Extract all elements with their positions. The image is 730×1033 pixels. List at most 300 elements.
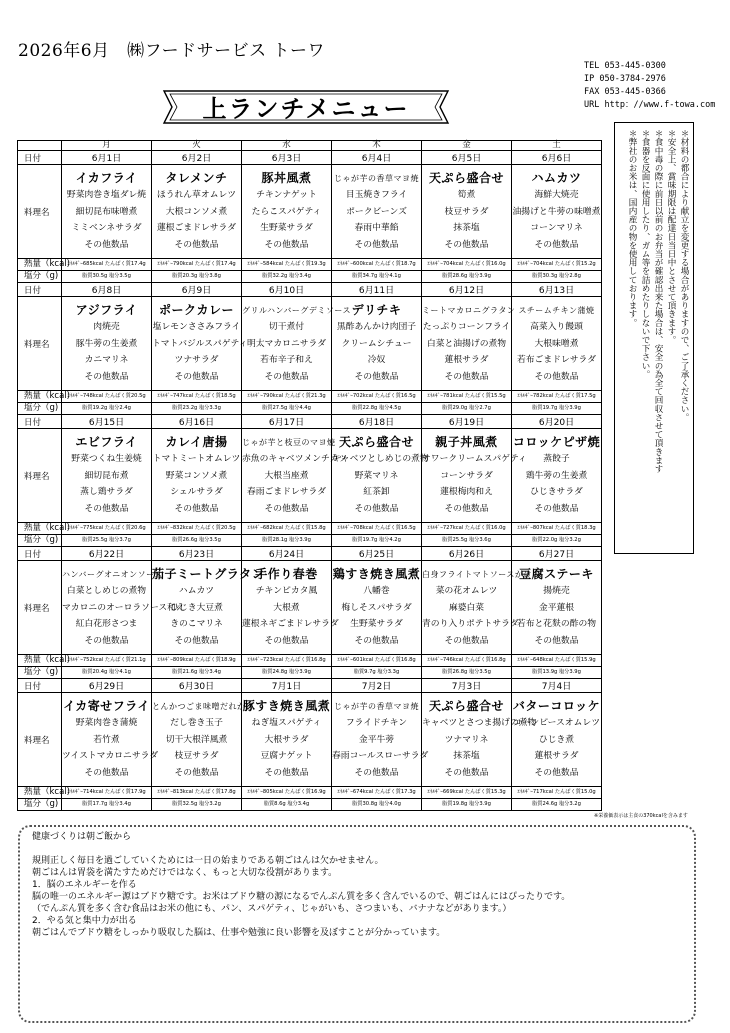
salt-cell: 脂質13.9g 塩分3.9g — [512, 667, 602, 679]
side-dish: 野菜つくね生姜焼 — [71, 454, 142, 464]
side-dish: その他数品 — [264, 239, 309, 250]
salt-cell: 脂質19.7g 塩分3.9g — [512, 403, 602, 415]
date-cell: 6月9日 — [152, 283, 242, 297]
salt-cell: 脂質24.6g 塩分3.2g — [512, 799, 602, 811]
menu-cell — [332, 561, 422, 655]
calorie-cell: ｴﾈﾙｷﾞｰ682kcal たんぱく質15.8g — [242, 523, 332, 535]
side-dish: 若布と花麩の酢の物 — [516, 619, 597, 629]
notice-line: ＊安全上、賞味期限は配達日当日中とさせて頂きます。 — [666, 129, 676, 344]
menu-cell — [62, 297, 152, 391]
notice-box — [614, 122, 694, 554]
side-dish: ねぎ塩スパゲティ — [251, 718, 322, 728]
date-cell: 6月5日 — [422, 151, 512, 165]
side-dish: 大根煮 — [273, 602, 300, 613]
salt-cell: 脂質30.3g 塩分2.8g — [512, 271, 602, 283]
main-dish: グリルハンバーグデミソース — [242, 306, 351, 315]
health-title: 健康づくりは朝ご飯から — [32, 832, 132, 842]
side-dish: その他数品 — [174, 371, 219, 382]
salt-cell: 脂質26.6g 塩分3.5g — [152, 535, 242, 547]
side-dish: その他数品 — [444, 767, 489, 778]
menu-row — [18, 297, 602, 391]
main-dish: イカ寄せフライ — [63, 699, 150, 713]
calorie-cell: ｴﾈﾙｷﾞｰ584kcal たんぱく質19.3g — [242, 259, 332, 271]
side-dish: その他数品 — [444, 371, 489, 382]
main-dish: デリチキ — [351, 303, 402, 317]
side-dish: 目玉焼きフライ — [345, 190, 408, 200]
salt-row — [18, 403, 602, 415]
side-dish: その他数品 — [534, 239, 579, 250]
date-cell: 7月4日 — [512, 679, 602, 693]
salt-cell: 脂質32.5g 塩分3.2g — [152, 799, 242, 811]
health-line: 規則正しく毎日を過ごしていくためには一日の始まりである朝ごはんは欠かせません。 — [32, 856, 384, 866]
menu-cell — [512, 693, 602, 787]
side-dish: トマトミートオムレツ — [152, 454, 241, 464]
date-label: 日付 — [18, 151, 62, 165]
side-dish: 野菜肉巻き塩ダレ焼 — [66, 190, 147, 200]
menu-label: 料理名 — [18, 297, 62, 391]
main-dish: じゃが芋の香草マヨ焼 — [334, 174, 419, 183]
menu-banner — [156, 85, 456, 129]
date-cell: 6月18日 — [332, 415, 422, 429]
side-dish: キャベツとしめじの煮物 — [332, 454, 429, 464]
date-cell: 6月3日 — [242, 151, 332, 165]
main-dish: 天ぷら盛合せ — [338, 435, 414, 449]
side-dish: 春雨コールスローサラダ — [332, 751, 429, 761]
calorie-cell: ｴﾈﾙｷﾞｰ775kcal たんぱく質20.6g — [62, 523, 152, 535]
side-dish: 高菜入り饅頭 — [530, 322, 583, 332]
salt-cell: 脂質22.0g 塩分3.2g — [512, 535, 602, 547]
calorie-cell: ｴﾈﾙｷﾞｰ727kcal たんぱく質16.0g — [422, 523, 512, 535]
calorie-cell: ｴﾈﾙｷﾞｰ805kcal たんぱく質16.9g — [242, 787, 332, 799]
main-dish: ミートマカロニグラタン — [422, 306, 516, 315]
side-dish: 蒸し鶏サラダ — [80, 487, 133, 497]
side-dish: その他数品 — [534, 767, 579, 778]
side-dish: 若布ごまドレサラダ — [516, 355, 597, 365]
date-cell: 6月13日 — [512, 283, 602, 297]
side-dish: 海鮮大焼売 — [534, 190, 579, 200]
side-dish: 細切昆布味噌煮 — [75, 206, 138, 217]
calorie-cell: ｴﾈﾙｷﾞｰ747kcal たんぱく質18.5g — [152, 391, 242, 403]
menu-cell — [332, 693, 429, 787]
side-dish: 白菜と油揚げの煮物 — [426, 338, 507, 349]
side-dish: 豚牛蒡の生姜煮 — [75, 338, 138, 349]
menu-cell — [152, 693, 254, 787]
calorie-cell: ｴﾈﾙｷﾞｰ746kcal たんぱく質16.8g — [422, 655, 512, 667]
side-dish: きのこマリネ — [170, 619, 223, 629]
main-dish: とんかつごま味噌だれかけ — [152, 702, 254, 711]
side-dish: だし巻き玉子 — [170, 718, 223, 728]
date-label: 日付 — [18, 547, 62, 561]
salt-cell: 脂質32.2g 塩分3.4g — [242, 271, 332, 283]
weekday-header: 土 — [512, 141, 602, 151]
side-dish: サワークリームスパゲティ — [422, 454, 527, 464]
banner-title: 上ランチメニュー — [202, 95, 410, 123]
side-dish: 肉焼売 — [93, 322, 120, 332]
menu-cell — [512, 429, 602, 523]
salt-label: 塩分（g) — [18, 799, 62, 811]
side-dish: コーンマリネ — [530, 223, 583, 233]
side-dish: ひじき大豆煮 — [170, 602, 223, 613]
menu-cell — [422, 165, 512, 259]
side-dish: その他数品 — [84, 635, 129, 646]
date-cell: 6月8日 — [62, 283, 152, 297]
side-dish: ハムカツ — [178, 586, 215, 596]
salt-cell: 脂質28.1g 塩分3.9g — [242, 535, 332, 547]
main-dish: カレイ唐揚 — [165, 435, 228, 449]
salt-label: 塩分（g) — [18, 271, 62, 283]
date-cell: 6月6日 — [512, 151, 602, 165]
salt-cell: 脂質19.8g 塩分3.9g — [422, 799, 512, 811]
calorie-label: 熱量（kcal) — [18, 391, 62, 403]
salt-cell: 脂質21.6g 塩分3.4g — [152, 667, 242, 679]
menu-cell — [332, 429, 429, 523]
main-dish: エビフライ — [75, 435, 138, 449]
calorie-row — [18, 391, 602, 403]
main-dish: 天ぷら盛合せ — [428, 171, 504, 185]
website-url: URL http：//www.f-towa.com — [584, 100, 716, 110]
side-dish: トマトバジルスパゲティ — [152, 338, 248, 349]
salt-label: 塩分（g) — [18, 403, 62, 415]
calorie-cell: ｴﾈﾙｷﾞｰ781kcal たんぱく質15.5g — [422, 391, 512, 403]
fax-number: FAX 053-445-0366 — [584, 87, 666, 97]
menu-cell — [422, 561, 532, 655]
main-dish: イカフライ — [75, 171, 138, 185]
calorie-cell: ｴﾈﾙｷﾞｰ790kcal たんぱく質21.3g — [242, 391, 332, 403]
side-dish: ツイストマカロニサラダ — [62, 751, 159, 761]
side-dish: 黒酢あんかけ肉団子 — [336, 322, 417, 332]
side-dish: 生野菜サラダ — [260, 223, 313, 233]
health-line: 脳の唯一のエネルギー源はブドウ糖です。お米はブドウ糖の源になるでんぷん質を多く含んでいるので、朝ごはんにはぴったりです。 — [32, 892, 571, 902]
calorie-cell: ｴﾈﾙｷﾞｰ600kcal たんぱく質18.7g — [332, 259, 422, 271]
side-dish: その他数品 — [354, 239, 399, 250]
main-dish: 白身フライトマトソースかけ — [422, 570, 532, 579]
side-dish: 赤魚のキャベツメンチカツ — [242, 454, 348, 464]
side-dish: 八幡巻 — [363, 586, 390, 596]
side-dish: 紅白花形さつま — [75, 619, 138, 629]
main-dish: ハムカツ — [531, 171, 582, 185]
side-dish: その他数品 — [354, 767, 399, 778]
side-dish: 枝豆サラダ — [174, 751, 219, 761]
side-dish: 青のり入りポテトサラダ — [422, 619, 519, 629]
side-dish: カニマリネ — [84, 355, 129, 365]
calorie-label: 熱量（kcal) — [18, 655, 62, 667]
salt-row — [18, 799, 602, 811]
salt-cell: 脂質23.2g 塩分3.3g — [152, 403, 242, 415]
date-cell: 6月23日 — [152, 547, 242, 561]
side-dish: 大根当座煮 — [264, 470, 309, 481]
side-dish: ツナマリネ — [444, 734, 489, 745]
side-dish: 鶏牛蒡の生姜煮 — [525, 470, 588, 481]
main-dish: 豚すき焼き風煮 — [242, 699, 331, 713]
menu-cell — [62, 429, 152, 523]
calorie-cell: ｴﾈﾙｷﾞｰ704kcal たんぱく質15.2g — [512, 259, 602, 271]
side-dish: その他数品 — [534, 635, 579, 646]
date-cell: 6月12日 — [422, 283, 512, 297]
corner-cell — [18, 141, 62, 151]
salt-cell: 脂質25.5g 塩分3.6g — [422, 535, 512, 547]
side-dish: 若竹煮 — [93, 734, 120, 745]
salt-cell: 脂質34.7g 塩分4.1g — [332, 271, 422, 283]
salt-row — [18, 667, 602, 679]
health-line: 朝ごはんでブドウ糖をしっかり吸収した脳は、仕事や勉強に良い影響を及ぼすことが分かっています。 — [32, 928, 446, 938]
salt-cell: 脂質9.7g 塩分3.3g — [332, 667, 422, 679]
notice-line: ＊弊社のお米は、国内産の物を使用しております。 — [627, 129, 637, 327]
date-cell: 6月27日 — [512, 547, 602, 561]
side-dish: その他数品 — [264, 503, 309, 514]
menu-cell — [422, 429, 527, 523]
side-dish: 蓮根ごまドレサラダ — [156, 223, 237, 233]
side-dish: 塩レモンささみフライ — [152, 322, 241, 332]
side-dish: 大根コンソメ煮 — [165, 206, 228, 217]
calorie-cell: ｴﾈﾙｷﾞｰ669kcal たんぱく質15.3g — [422, 787, 512, 799]
side-dish: 春雨ごまドレサラダ — [246, 487, 327, 497]
side-dish: 大根味噌煮 — [534, 338, 579, 349]
side-dish: 細切昆布煮 — [84, 470, 129, 481]
menu-cell — [242, 297, 351, 391]
date-cell: 6月11日 — [332, 283, 422, 297]
date-label: 日付 — [18, 283, 62, 297]
calorie-cell: ｴﾈﾙｷﾞｰ752kcal たんぱく質21.1g — [62, 655, 152, 667]
calorie-cell: ｴﾈﾙｷﾞｰ782kcal たんぱく質17.5g — [512, 391, 602, 403]
side-dish: 生野菜サラダ — [350, 619, 403, 629]
calorie-cell: ｴﾈﾙｷﾞｰ748kcal たんぱく質20.5g — [62, 391, 152, 403]
side-dish: その他数品 — [174, 503, 219, 514]
salt-cell: 脂質17.7g 塩分3.4g — [62, 799, 152, 811]
salt-cell: 脂質28.6g 塩分3.9g — [422, 271, 512, 283]
menu-row — [18, 429, 602, 523]
date-row — [18, 547, 602, 561]
side-dish: 大根サラダ — [264, 734, 309, 745]
contact-info — [584, 60, 715, 112]
side-dish: その他数品 — [444, 635, 489, 646]
date-cell: 7月1日 — [242, 679, 332, 693]
main-dish: 豆腐ステーキ — [519, 567, 594, 581]
main-dish: ハンバーグオニオンソース — [62, 570, 163, 579]
side-dish: フライドチキン — [345, 718, 408, 728]
calorie-cell: ｴﾈﾙｷﾞｰ832kcal たんぱく質20.5g — [152, 523, 242, 535]
side-dish: 明太マカロニサラダ — [246, 338, 327, 349]
date-cell: 7月2日 — [332, 679, 422, 693]
date-cell: 6月16日 — [152, 415, 242, 429]
side-dish: その他数品 — [84, 239, 129, 250]
health-line: （でんぷん質を多く含む食品はお米の他にも、パン、スパゲティ、じゃがいも、さつまいも、バナナなどがあります。） — [32, 904, 512, 914]
calorie-cell: ｴﾈﾙｷﾞｰ723kcal たんぱく質16.8g — [242, 655, 332, 667]
salt-cell: 脂質19.2g 塩分2.4g — [62, 403, 152, 415]
date-cell: 6月2日 — [152, 151, 242, 165]
side-dish: その他数品 — [264, 371, 309, 382]
side-dish: ひじきサラダ — [530, 487, 583, 497]
side-dish: クリームシチュー — [341, 338, 412, 349]
side-dish: マカロニのオーロラソース和え — [62, 602, 185, 613]
menu-row — [18, 693, 602, 787]
main-dish: 鶏すき焼き風煮 — [332, 567, 421, 581]
main-dish: 天ぷら盛合せ — [428, 699, 504, 713]
side-dish: その他数品 — [84, 503, 129, 514]
weekday-header: 水 — [242, 141, 332, 151]
salt-cell: 脂質20.4g 塩分4.1g — [62, 667, 152, 679]
salt-cell: 脂質27.5g 塩分4.4g — [242, 403, 332, 415]
calorie-cell: ｴﾈﾙｷﾞｰ714kcal たんぱく質17.9g — [62, 787, 152, 799]
salt-label: 塩分（g) — [18, 535, 62, 547]
menu-label: 料理名 — [18, 429, 62, 523]
main-dish: アジフライ — [75, 303, 138, 317]
main-dish: 手作り春巻 — [255, 567, 318, 581]
salt-cell: 脂質29.0g 塩分2.7g — [422, 403, 512, 415]
date-label: 日付 — [18, 415, 62, 429]
lunch-menu-table — [17, 140, 602, 811]
salt-cell: 脂質25.5g 塩分3.7g — [62, 535, 152, 547]
menu-cell — [242, 165, 332, 259]
date-cell: 6月26日 — [422, 547, 512, 561]
side-dish: その他数品 — [84, 371, 129, 382]
calorie-cell: ｴﾈﾙｷﾞｰ708kcal たんぱく質16.5g — [332, 523, 422, 535]
side-dish: 菜の花オムレツ — [435, 586, 498, 596]
date-row — [18, 283, 602, 297]
menu-row — [18, 165, 602, 259]
side-dish: 紅茶卸 — [363, 487, 390, 497]
date-row — [18, 151, 602, 165]
menu-cell — [152, 165, 242, 259]
weekday-header: 金 — [422, 141, 512, 151]
tel-number: TEL 053-445-0300 — [584, 61, 666, 71]
menu-cell — [422, 693, 537, 787]
side-dish: その他数品 — [174, 239, 219, 250]
calorie-cell: ｴﾈﾙｷﾞｰ790kcal たんぱく質17.4g — [152, 259, 242, 271]
date-cell: 6月29日 — [62, 679, 152, 693]
side-dish: 白菜としめじの煮物 — [66, 586, 147, 596]
side-dish: 蓮根ネギごまドレサラダ — [242, 619, 339, 629]
side-dish: 野菜コンソメ煮 — [165, 470, 228, 481]
calorie-cell: ｴﾈﾙｷﾞｰ601kcal たんぱく質16.8g — [332, 655, 422, 667]
date-cell: 6月15日 — [62, 415, 152, 429]
menu-label: 料理名 — [18, 693, 62, 787]
salt-cell: 脂質26.8g 塩分3.5g — [422, 667, 512, 679]
date-cell: 6月20日 — [512, 415, 602, 429]
side-dish: たらこスパゲティ — [251, 206, 322, 217]
side-dish: 麻婆白菜 — [448, 602, 485, 613]
side-dish: その他数品 — [354, 371, 399, 382]
side-dish: コーンピースオムレツ — [512, 718, 600, 728]
side-dish: 蓮根サラダ — [534, 751, 579, 761]
salt-cell: 脂質30.8g 塩分4.0g — [332, 799, 422, 811]
side-dish: 切干大根洋風煮 — [165, 734, 228, 745]
menu-label: 料理名 — [18, 165, 62, 259]
calorie-cell: ｴﾈﾙｷﾞｰ813kcal たんぱく質17.8g — [152, 787, 242, 799]
main-dish: 豚丼風煮 — [261, 171, 312, 185]
notice-line: ＊材料の都合により献立を変更する場合がありますので、ご了承ください。 — [679, 129, 689, 422]
date-cell: 6月24日 — [242, 547, 332, 561]
menu-cell — [62, 693, 159, 787]
side-dish: その他数品 — [354, 503, 399, 514]
date-row — [18, 415, 602, 429]
menu-cell — [242, 561, 339, 655]
menu-cell — [152, 429, 242, 523]
calorie-cell: ｴﾈﾙｷﾞｰ809kcal たんぱく質18.9g — [152, 655, 242, 667]
side-dish: その他数品 — [174, 635, 219, 646]
date-cell: 6月22日 — [62, 547, 152, 561]
side-dish: その他数品 — [444, 239, 489, 250]
side-dish: ツナサラダ — [174, 355, 219, 365]
calorie-label: 熱量（kcal) — [18, 259, 62, 271]
side-dish: 野菜肉巻き蒲焼 — [75, 718, 138, 728]
side-dish: 金平牛蒡 — [358, 734, 395, 745]
main-dish: じゃが芋の香草マヨ焼 — [334, 702, 419, 711]
side-dish: 抹茶塩 — [453, 223, 480, 233]
side-dish: チキンピカタ風 — [255, 586, 318, 596]
date-cell: 6月10日 — [242, 283, 332, 297]
calorie-label: 熱量（kcal) — [18, 787, 62, 799]
health-note-box — [18, 825, 696, 1023]
side-dish: 蒸餃子 — [543, 454, 570, 464]
side-dish: キャベツとさつま揚げの煮物 — [422, 718, 537, 728]
side-dish: 蓮根サラダ — [444, 355, 489, 365]
menu-cell — [512, 561, 602, 655]
side-dish: その他数品 — [84, 767, 129, 778]
menu-cell — [242, 429, 348, 523]
side-dish: 蓮根梅肉和え — [440, 487, 493, 497]
side-dish: チキンナゲット — [256, 190, 317, 200]
side-dish: 野菜マリネ — [354, 470, 399, 481]
side-dish: ポークビーンズ — [346, 206, 407, 217]
salt-cell: 脂質24.8g 塩分3.9g — [242, 667, 332, 679]
date-label: 日付 — [18, 679, 62, 693]
calorie-row — [18, 259, 602, 271]
side-dish: ひじき煮 — [538, 734, 575, 745]
menu-cell — [152, 297, 248, 391]
main-dish: タレメンチ — [165, 171, 228, 185]
calorie-cell: ｴﾈﾙｷﾞｰ702kcal たんぱく質16.5g — [332, 391, 422, 403]
notice-line: ＊食器を反面に使用したり、ガム等を詰めたりしないで下さい。 — [640, 129, 650, 379]
side-dish: その他数品 — [264, 767, 309, 778]
menu-cell — [62, 561, 185, 655]
salt-cell: 脂質22.8g 塩分4.5g — [332, 403, 422, 415]
main-dish: ポークカレー — [158, 303, 234, 317]
menu-cell — [512, 297, 602, 391]
calorie-cell: ｴﾈﾙｷﾞｰ685kcal たんぱく質17.4g — [62, 259, 152, 271]
main-dish: じゃが芋と枝豆のマヨ焼 — [242, 438, 336, 447]
salt-cell: 脂質8.6g 塩分3.4g — [242, 799, 332, 811]
ip-number: IP 050-3784-2976 — [584, 74, 666, 84]
menu-cell — [62, 165, 152, 259]
side-dish: シェルサラダ — [170, 487, 223, 497]
salt-cell: 脂質30.5g 塩分3.5g — [62, 271, 152, 283]
side-dish: 抹茶塩 — [453, 751, 480, 761]
menu-cell — [332, 165, 422, 259]
side-dish: 揚焼売 — [543, 586, 570, 596]
main-dish: 茄子ミートグラタン — [152, 567, 265, 581]
side-dish: 冷奴 — [367, 355, 386, 365]
calorie-cell: ｴﾈﾙｷﾞｰ807kcal たんぱく質18.3g — [512, 523, 602, 535]
weekday-row — [18, 141, 602, 151]
health-line: 朝ごはんは胃袋を満たすためだけではなく、もっと大切な役割があります。 — [32, 868, 338, 878]
side-dish: 梅しそスパサラダ — [341, 602, 412, 613]
side-dish: その他数品 — [534, 503, 579, 514]
date-row — [18, 679, 602, 693]
weekday-header: 木 — [332, 141, 422, 151]
salt-cell: 脂質19.7g 塩分4.2g — [332, 535, 422, 547]
main-dish: 親子丼風煮 — [435, 435, 498, 449]
side-dish: 枝豆サラダ — [444, 206, 489, 217]
weekday-header: 火 — [152, 141, 242, 151]
page-title: 2026年6月 ㈱フードサービス トーワ — [18, 41, 325, 61]
weekday-header: 月 — [62, 141, 152, 151]
date-cell: 6月19日 — [422, 415, 512, 429]
date-cell: 7月3日 — [422, 679, 512, 693]
side-dish: 若布辛子和え — [260, 355, 313, 365]
main-dish: バターコロッケ — [512, 699, 601, 713]
calorie-cell: ｴﾈﾙｷﾞｰ704kcal たんぱく質16.0g — [422, 259, 512, 271]
side-dish: 豆腐ナゲット — [260, 751, 313, 761]
